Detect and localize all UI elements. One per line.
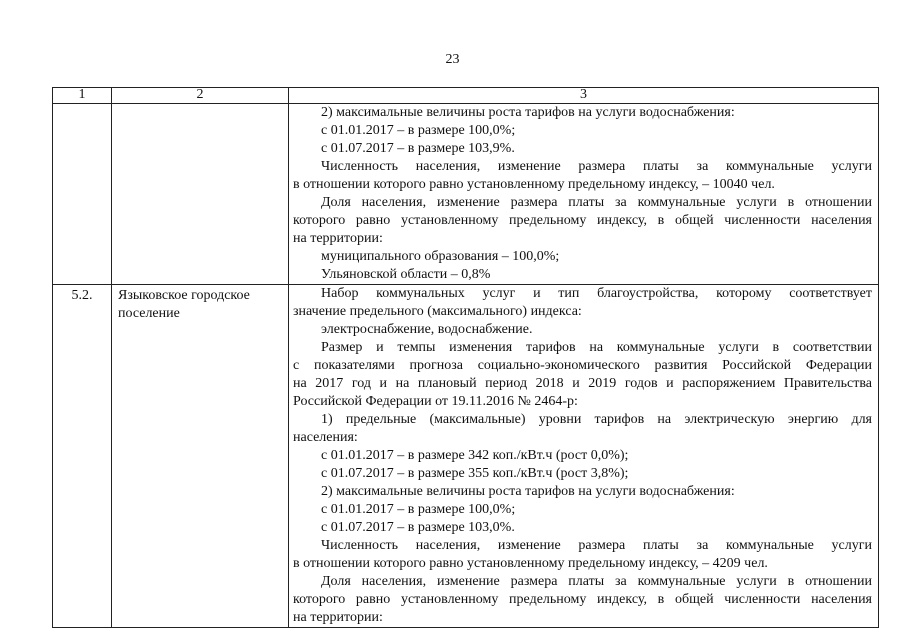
content-line: в отношении которого равно установленному предельному индексу, – 10040 чел. [293,177,775,192]
content-line: на территории: [293,610,383,625]
content-line: которого равно установленному предельному индексу, в общей численности населения [293,592,872,607]
row-content [289,285,879,628]
table-row-5-2 [53,285,879,628]
content-line: 2) максимальные величины роста тарифов на услуги водоснабжения: [321,105,735,120]
settlement-name [112,285,289,628]
content-line: с показателями прогноза социально-экономического развития Российской Федерации [293,358,872,373]
content-line: 1) предельные (максимальные) уровни тарифов на электрическую энергию для [321,412,872,427]
settlement-name-line: Языковское городское [118,288,250,303]
content-line: значение предельного (максимального) индекса: [293,304,582,319]
content-line: в отношении которого равно установленному предельному индексу, – 4209 чел. [293,556,768,571]
content-line: Ульяновской области – 0,8% [321,267,491,282]
header-col-1: 1 [53,88,112,104]
settlement-name-line: поселение [118,306,180,321]
table-row-continued [53,104,879,285]
row-number [53,104,112,285]
row-content [289,104,879,285]
header-col-2: 2 [112,88,289,104]
content-line: которого равно установленному предельному индексу, в общей численности населения [293,213,872,228]
content-line: Численность населения, изменение размера платы за коммунальные услуги [321,538,872,553]
row-number: 5.2. [53,285,112,628]
content-line: с 01.01.2017 – в размере 100,0%; [321,502,516,517]
content-line: 2) максимальные величины роста тарифов на услуги водоснабжения: [321,484,735,499]
settlement-name [112,104,289,285]
content-line: населения: [293,430,358,445]
header-col-3: 3 [289,88,879,104]
content-line: электроснабжение, водоснабжение. [321,322,533,337]
content-line: с 01.07.2017 – в размере 103,0%. [321,520,515,535]
table-header-row [53,88,879,104]
content-line: Численность населения, изменение размера платы за коммунальные услуги [321,159,872,174]
content-line: Российской Федерации от 19.11.2016 № 2464-р: [293,394,578,409]
content-line: с 01.07.2017 – в размере 355 коп./кВт.ч (рост 3,8%); [321,466,629,481]
content-line: муниципального образования – 100,0%; [321,249,560,264]
content-line: Доля населения, изменение размера платы за коммунальные услуги в отношении [321,195,872,210]
page-number: 23 [445,52,460,67]
content-line: на 2017 год и на плановый период 2018 и 2019 годов и распоряжением Правительства [293,376,872,391]
content-line: Доля населения, изменение размера платы за коммунальные услуги в отношении [321,574,872,589]
content-line: Размер и темпы изменения тарифов на коммунальные услуги в соответствии [321,340,872,355]
tariff-table [52,87,879,628]
content-line: Набор коммунальных услуг и тип благоустройства, которому соответствует [321,286,872,301]
content-line: с 01.01.2017 – в размере 342 коп./кВт.ч (рост 0,0%); [321,448,629,463]
content-line: на территории: [293,231,383,246]
content-line: с 01.07.2017 – в размере 103,9%. [321,141,515,156]
content-line: с 01.01.2017 – в размере 100,0%; [321,123,516,138]
